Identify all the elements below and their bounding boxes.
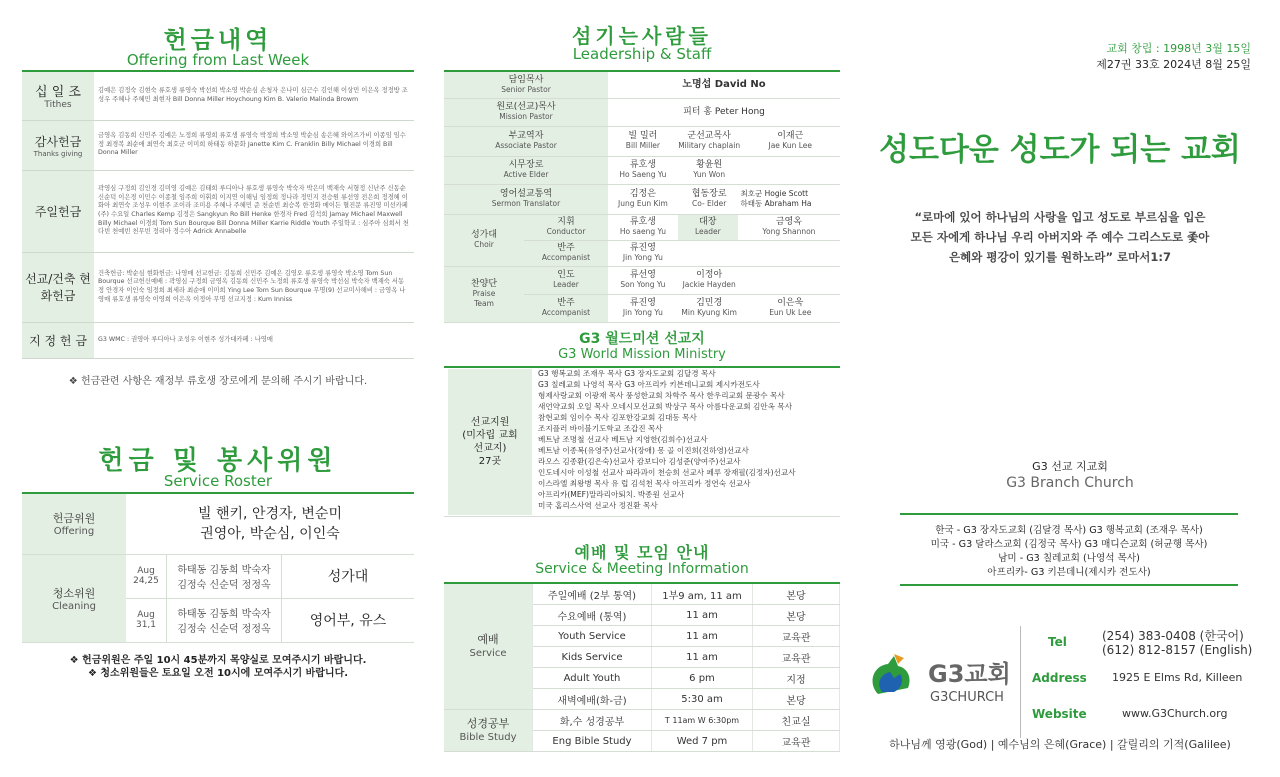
service-time: 1부9 am, 11 am bbox=[652, 584, 753, 605]
donor-names: G3 WMC : 권영아 루디아나 조성우 이현주 성가대카페 : 나영매 bbox=[94, 322, 414, 358]
service-place: 본당 bbox=[753, 605, 840, 626]
divider bbox=[900, 584, 1238, 586]
table-row bbox=[22, 120, 414, 170]
table-row bbox=[444, 584, 840, 605]
staff-name: 류선영 bbox=[629, 270, 656, 280]
week-date: 31,1 bbox=[135, 620, 157, 630]
staff-name-en: Jackie Hayden bbox=[682, 280, 736, 289]
staff-name-en: Bill Miller bbox=[625, 141, 660, 150]
table-row bbox=[22, 554, 414, 598]
table-row bbox=[22, 494, 414, 554]
table-row bbox=[444, 266, 840, 294]
staff-name: 협동장로 bbox=[691, 189, 727, 199]
category-label: 지 정 헌 금 bbox=[29, 333, 87, 348]
logo-text-ko: G3교회 bbox=[928, 660, 1011, 688]
staff-name: 김민경 bbox=[696, 298, 723, 308]
cleaning-names: 김정숙 신순덕 정정옥 bbox=[177, 624, 271, 635]
service-time: 11 am bbox=[652, 626, 753, 647]
cleaning-names: 김정숙 신순덕 정정옥 bbox=[177, 580, 271, 591]
mission-item: 베트남 조명철 선교사 베트남 지영한(김희수)선교사 bbox=[538, 435, 708, 444]
service-group-label: 성경공부 bbox=[466, 716, 510, 730]
category-label: 십 일 조 bbox=[35, 85, 81, 101]
logo-text-en: G3CHURCH bbox=[930, 690, 1004, 705]
table-row bbox=[444, 710, 840, 731]
mission-item: 새언약교회 오일 목사 오네시모선교회 박상구 목사 아름다운교회 김안옥 목사 bbox=[538, 402, 793, 411]
role-label: 부교역자 bbox=[508, 131, 544, 141]
mission-item: G3 행복교회 조재우 목사 G3 장자도교회 김달경 목사 bbox=[538, 369, 716, 378]
offering-committee-label: 헌금위원 bbox=[52, 512, 96, 526]
mission-title-ko: G3 월드미션 선교지 bbox=[579, 331, 705, 347]
role-label-en: Associate Pastor bbox=[495, 141, 557, 150]
donor-names: 김예은 김정숙 김현숙 류호생 류영숙 박선희 박소영 박순심 손청자 은나미 심근수 김인해 이상민 이은옥 정정방 조성우 주혜나 주혜민 최현자 Bill Donna Miller Hoychoung Kim B. Valerio Malinda Browm bbox=[94, 72, 414, 120]
service-group-label-en: Service bbox=[469, 647, 507, 659]
donor-names: 곽영심 구정희 김인경 김미영 김예은 김태희 루디아나 류호생 류영숙 박숙자 박은미 백재숙 서형정 신난주 신동순 신순덕 이은경 이민수 이종철 임주희 이휘희 이지연 이해님 임정희 정나라 정민지 전승원 류선영 전은희 정경혜 이화아 최연숙 조성우 이현주 조이라 조미용 주혜나 주혜민 준 천순빈 최승복 한정화 메이든 혈진문 류진영 미선카페(주) 수요일 Charles Kemp 김정은 Sangkyun Ro Bill Henke 한경자 Fred 김석희 Jamay Michael Maxwell Billy Michael 이경희 Tom Sun Bourque Bill Donna Miller Karrie Riddle Youth 주일학교 : 심주아 심희서 천다빈 천예빈 천무빈 정리아 정수아 Adrick Annabelle bbox=[94, 170, 414, 252]
offering-committee-names: 빌 핸키, 안경자, 변순미 bbox=[198, 505, 342, 522]
service-name: 주일예배 (2부 통역) bbox=[533, 584, 652, 605]
week-date: 24,25 bbox=[133, 576, 159, 586]
service-name: Kids Service bbox=[533, 647, 652, 668]
g3-logo-icon bbox=[864, 648, 924, 708]
website-label: Website bbox=[1032, 707, 1087, 721]
staff-name-en: Eun Uk Lee bbox=[769, 308, 812, 317]
branch-title-en: G3 Branch Church bbox=[1006, 475, 1134, 491]
role-label: 반주 bbox=[557, 298, 575, 308]
week-date: Aug bbox=[137, 566, 155, 576]
roster-title-en: Service Roster bbox=[163, 472, 273, 490]
service-name: 새벽예배(화-금) bbox=[533, 689, 652, 710]
service-time: 5:30 am bbox=[652, 689, 753, 710]
role-label-en: Conductor bbox=[546, 227, 586, 236]
table-row bbox=[444, 72, 840, 98]
staff-name: 류호생 bbox=[629, 217, 656, 227]
mission-item: 베트남 이종복(유영주)선교사(장애) 몽 골 이진희(진하영)선교사 bbox=[538, 446, 749, 455]
service-name: 화,수 성경공부 bbox=[533, 710, 652, 731]
leadership-table bbox=[444, 72, 840, 323]
mission-item: 인도네시아 이성철 선교사 파라과이 천승희 선교사 페루 장재필(김정자)선교사 bbox=[538, 468, 796, 477]
group-label-en: Choir bbox=[474, 240, 494, 249]
service-place: 교육관 bbox=[753, 731, 840, 752]
leadership-title-ko: 섬기는사람들 bbox=[572, 24, 712, 48]
roster-note: ❖ 청소위원들은 토요일 오전 10시에 모여주시기 바랍니다. bbox=[87, 668, 349, 679]
role-label: 담임목사 bbox=[508, 74, 544, 85]
role-label-en: Senior Pastor bbox=[501, 84, 551, 94]
service-place: 친교실 bbox=[753, 710, 840, 731]
role-label-en: Sermon Translator bbox=[491, 199, 561, 208]
table-row bbox=[22, 72, 414, 120]
donor-names: 건축헌금: 박순심 현화헌금: 나영매 선교헌금: 김동희 신민주 김예은 김영오 류호생 류영숙 박소영 Tom Sun Bourque 선교헌신예배 : 곽영심 구정희 금영옥 김동희 신민주 노정희 류호생 류영숙 박선심 박숙자 백재숙 서동정 안경자 이인숙 임정희 최세라 최순애 이미희 Ying Lee Tom Sun Bourque 무명(9) 선교미사해비 : 금영옥 나영매 류호생 류영숙 이영희 이은옥 이정아 무명 선교지정 : Kum Inniss bbox=[94, 252, 414, 322]
mission-label bbox=[448, 369, 532, 515]
mission-item: 조지플러 바이블기도학교 조갑진 목사 bbox=[538, 424, 663, 433]
service-time: T 11am W 6:30pm bbox=[652, 710, 753, 731]
issue-info: 제27권 33호 2024년 8월 25일 bbox=[1096, 58, 1251, 71]
roster-title-ko: 헌금 및 봉사위원 bbox=[98, 446, 338, 476]
mission-label-line: 선교지원 bbox=[470, 417, 510, 428]
mission-item: 아프리카(MEF)말라리아퇴치. 박종원 선교사 bbox=[538, 490, 685, 499]
co-elder-name: 최호군 Hogie Scott bbox=[740, 189, 809, 198]
roster-note: ❖ 헌금위원은 주일 10시 45분까지 목양실로 모여주시기 바랍니다. bbox=[69, 655, 367, 666]
branch-item: 한국 - G3 장자도교회 (김달경 목사) G3 행복교회 (조재우 목사) bbox=[935, 525, 1203, 536]
staff-name: 이재근 bbox=[777, 131, 804, 141]
mission-label-line: 선교지) bbox=[473, 443, 507, 454]
staff-name: 이은욱 bbox=[777, 298, 804, 308]
branch-title-ko: G3 선교 지교회 bbox=[1032, 460, 1108, 473]
cleaning-committee-label: 청소위원 bbox=[52, 586, 96, 600]
category-label-en: Tithes bbox=[44, 100, 72, 111]
category-label: 선교/건축 현화헌금 bbox=[25, 272, 91, 303]
mission-item: 이스라엘 최왕병 목사 유 럽 김석천 목사 아프리카 정연숙 선교사 bbox=[538, 479, 751, 488]
category-label: 감사헌금 bbox=[34, 134, 82, 149]
divider bbox=[444, 516, 840, 517]
role-label: 반주 bbox=[557, 243, 575, 253]
bible-verse-line: 은혜와 평강이 있기를 원하노라” 로마서1:7 bbox=[949, 250, 1171, 264]
service-place: 본당 bbox=[753, 689, 840, 710]
staff-name-en: Military chaplain bbox=[678, 141, 741, 150]
table-row bbox=[444, 126, 840, 156]
table-row bbox=[444, 156, 840, 184]
role-label: 대장 bbox=[699, 217, 717, 227]
staff-name: 금영옥 bbox=[775, 217, 802, 227]
roster-table bbox=[22, 494, 414, 643]
branch-list bbox=[900, 524, 1238, 580]
table-row bbox=[444, 98, 840, 126]
service-group-label-en: Bible Study bbox=[459, 731, 517, 743]
role-label: 지휘 bbox=[557, 217, 575, 227]
table-row bbox=[22, 322, 414, 358]
address-label: Address bbox=[1032, 671, 1087, 685]
branch-item: 아프리카- G3 키븐데니(제시카 전도사) bbox=[987, 567, 1151, 578]
staff-name-en: Co- Elder bbox=[691, 199, 727, 208]
mission-item: G3 칠레교회 나영석 목사 G3 아프리카 키븐데니교회 제시카전도사 bbox=[538, 380, 760, 389]
mission-pastor-name: 피터 홍 Peter Hong bbox=[608, 98, 840, 126]
staff-name: 김정은 bbox=[629, 189, 656, 199]
mission-label-line: 27곳 bbox=[478, 456, 502, 467]
group-label-en: Team bbox=[474, 299, 494, 308]
staff-name: 류진영 bbox=[629, 298, 656, 308]
staff-name-en: Jin Yong Yu bbox=[622, 253, 663, 262]
offering-note: ❖ 헌금관련 사항은 재정부 류호생 장로에게 문의해 주시기 바랍니다. bbox=[68, 376, 368, 387]
category-label-en: Thanks giving bbox=[33, 149, 83, 158]
service-name: 수요예배 (통역) bbox=[533, 605, 652, 626]
mission-label-line: (미자립 교회 bbox=[462, 430, 518, 441]
offering-committee-names: 권영아, 박순심, 이인숙 bbox=[200, 525, 340, 542]
church-logo bbox=[864, 648, 924, 708]
service-time: 11 am bbox=[652, 605, 753, 626]
table-row bbox=[444, 214, 840, 240]
service-time: 6 pm bbox=[652, 668, 753, 689]
staff-name-en: Jung Eun Kim bbox=[618, 199, 668, 208]
offering-title-ko: 헌금내역 bbox=[163, 26, 273, 54]
cleaning-names: 하태동 김동희 박숙자 bbox=[177, 609, 271, 620]
group-label-en: Praise bbox=[472, 289, 496, 298]
mission-item: 라오스 김종환(김은숙)선교사 캄보디아 김성준(양여주)선교사 bbox=[538, 457, 741, 466]
service-name: Eng Bible Study bbox=[533, 731, 652, 752]
mission-item: 미국 홈리스사역 선교사 정진환 목사 bbox=[538, 501, 658, 510]
cleaning-names: 하태동 김동희 박숙자 bbox=[177, 565, 271, 576]
role-label-en: Leader bbox=[553, 280, 579, 289]
role-label: 시무장로 bbox=[508, 160, 544, 170]
table-row bbox=[22, 170, 414, 252]
staff-name-en: Jae Kun Lee bbox=[768, 141, 813, 150]
service-place: 교육관 bbox=[753, 626, 840, 647]
address-text: 1925 E Elms Rd, Killeen bbox=[1112, 671, 1243, 684]
service-place: 교육관 bbox=[753, 647, 840, 668]
website-link[interactable]: www.G3Church.org bbox=[1122, 707, 1228, 720]
role-label: 원로(선교)목사 bbox=[496, 102, 556, 112]
role-label-en: Leader bbox=[694, 227, 721, 236]
role-label-en: Mission Pastor bbox=[499, 112, 553, 121]
service-place: 지정 bbox=[753, 668, 840, 689]
staff-name-en: Yong Shannon bbox=[762, 227, 816, 236]
mission-item: 형제사랑교회 이광재 목사 풍성한교회 차학주 목사 한우리교회 문광수 목사 bbox=[538, 391, 785, 400]
services-title-en: Service & Meeting Information bbox=[535, 561, 749, 577]
bible-verse-line: 모든 자에게 하나님 우리 아버지와 주 예수 그리스도로 좇아 bbox=[910, 230, 1210, 244]
group-label: 찬양단 bbox=[470, 279, 498, 289]
service-name: Youth Service bbox=[533, 626, 652, 647]
table-row bbox=[22, 252, 414, 322]
bible-verse bbox=[860, 207, 1260, 267]
services-title-ko: 예배 및 모임 안내 bbox=[574, 543, 710, 562]
role-label-en: Accompanist bbox=[541, 253, 591, 262]
branch-item: 남미 - G3 칠레교회 (나영석 목사) bbox=[998, 553, 1140, 564]
cleaning-committee-label-en: Cleaning bbox=[52, 600, 96, 612]
category-label: 주일헌금 bbox=[34, 204, 82, 219]
week-date: Aug bbox=[137, 610, 155, 620]
bible-verse-line: “로마에 있어 하나님의 사랑을 입고 성도로 부르심을 입은 bbox=[914, 210, 1206, 224]
cleaning-group: 성가대 bbox=[282, 554, 415, 598]
group-label: 성가대 bbox=[470, 230, 498, 240]
staff-name-en: Ho saeng Yu bbox=[619, 227, 666, 236]
staff-name-en: Son Yong Yu bbox=[620, 280, 666, 289]
service-group-label: 예배 bbox=[477, 632, 499, 646]
co-elder-name: 하태동 Abraham Ha bbox=[740, 199, 812, 208]
services-table bbox=[444, 584, 840, 752]
mission-list bbox=[538, 368, 842, 511]
staff-name: 류진영 bbox=[629, 243, 656, 253]
tel-korean: (254) 383-0408 (한국어) bbox=[1102, 629, 1244, 643]
cleaning-group: 영어부, 유스 bbox=[282, 598, 415, 642]
footer-tagline: 하나님께 영광(God) | 예수님의 은혜(Grace) | 갈릴리의 기적(Galilee) bbox=[889, 738, 1231, 751]
founded-date: 교회 창립 : 1998년 3월 15일 bbox=[1106, 42, 1251, 55]
staff-name: 황윤원 bbox=[696, 160, 723, 170]
role-label: 인도 bbox=[557, 270, 575, 280]
role-label: 영어설교통역 bbox=[499, 189, 553, 199]
senior-pastor-name: 노명섭 David No bbox=[608, 72, 840, 98]
offering-table bbox=[22, 72, 414, 359]
staff-name: 류호생 bbox=[629, 160, 656, 170]
role-label-en: Active Elder bbox=[503, 170, 549, 179]
staff-name-en: Yun Won bbox=[693, 170, 726, 179]
table-row bbox=[444, 184, 840, 214]
divider bbox=[900, 513, 1238, 515]
service-name: Adult Youth bbox=[533, 668, 652, 689]
church-motto: 성도다운 성도가 되는 교회 bbox=[879, 132, 1241, 168]
staff-name-en: Min Kyung Kim bbox=[681, 308, 737, 317]
service-time: 11 am bbox=[652, 647, 753, 668]
tel-english: (612) 812-8157 (English) bbox=[1102, 643, 1253, 657]
staff-name-en: Jin Yong Yu bbox=[622, 308, 663, 317]
service-time: Wed 7 pm bbox=[652, 731, 753, 752]
offering-committee-label-en: Offering bbox=[53, 526, 95, 538]
mission-item: 참현교회 임이수 목사 김포한강교회 김대동 목사 bbox=[538, 413, 697, 422]
staff-name: 빌 밀러 bbox=[628, 131, 658, 141]
donor-names: 금영옥 김동희 신민주 김예은 노정희 류영희 류호생 류영숙 박정희 박소영 박순심 송은혜 와이즈가비 이종임 임수정 최경복 최순애 최연숙 최호군 이미희 하태동 하문화 Janette Kim C. Franklin Billy Michael 이경희 Bill Donna Miller bbox=[94, 120, 414, 170]
divider bbox=[1020, 626, 1021, 738]
staff-name: 이정아 bbox=[696, 270, 723, 280]
tel-label: Tel bbox=[1048, 635, 1067, 649]
branch-item: 미국 - G3 달라스교회 (김정국 목사) G3 매디슨교회 (허균행 목사) bbox=[930, 539, 1208, 550]
service-place: 본당 bbox=[753, 584, 840, 605]
staff-name: 군선교목사 bbox=[687, 131, 731, 141]
leadership-title-en: Leadership & Staff bbox=[572, 45, 712, 63]
mission-title-en: G3 World Mission Ministry bbox=[558, 347, 726, 362]
staff-name-en: Ho Saeng Yu bbox=[619, 170, 667, 179]
offering-title-en: Offering from Last Week bbox=[126, 51, 310, 69]
role-label-en: Accompanist bbox=[541, 308, 591, 317]
